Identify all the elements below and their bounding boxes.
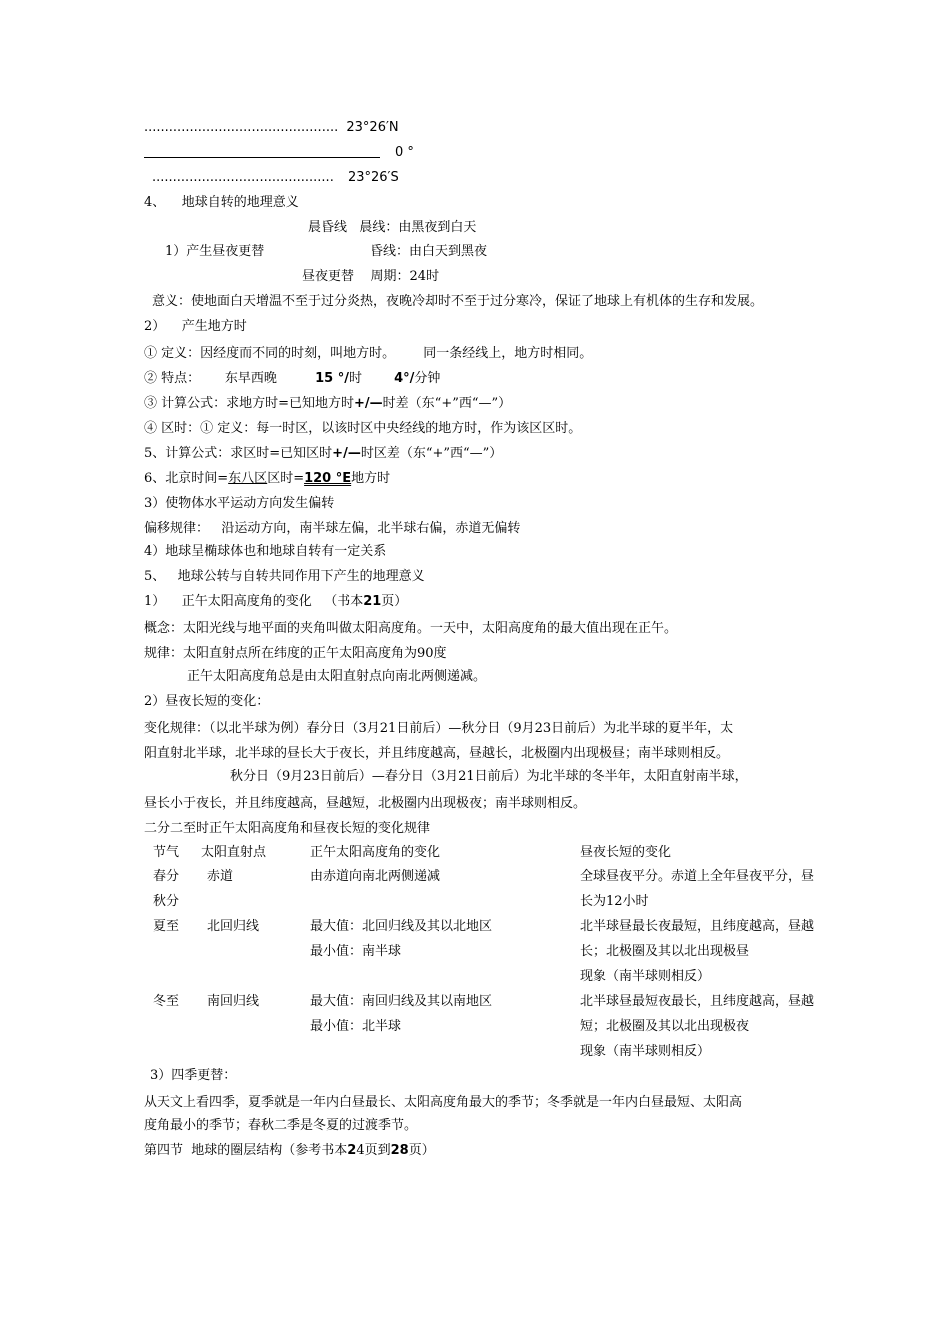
- terminator-line: 晨昏线 晨线：由黑夜到白天: [308, 220, 477, 235]
- table-header-angle: 正午太阳高度角的变化: [310, 845, 441, 860]
- local-time-formula: [144, 396, 511, 412]
- page-21: 21: [363, 594, 382, 609]
- length-winter-3: 现象（南半球则相反）: [580, 1044, 711, 1059]
- zone-formula-part-1: 5、计算公式：求区时=已知区时: [144, 446, 333, 461]
- equator-label: 0 °: [395, 145, 414, 160]
- point-tropic-cancer: 北回归线: [207, 919, 260, 934]
- tropic-north-dots: ...............................................: [144, 120, 339, 135]
- zone-time-equals: 区时=: [267, 471, 305, 486]
- local-time-definition-text: ① 定义：因经度而不同的时刻，叫地方时。: [144, 346, 396, 361]
- table-header-length: 昼夜长短的变化: [580, 845, 672, 860]
- beijing-time: [144, 471, 390, 487]
- rate-15-degree: 15 °/: [315, 371, 349, 386]
- change-rule-1: 变化规律：（以北半球为例）春分日（3月21日前后）—秋分日（9月23日前后）为北半球的夏半年，太: [144, 721, 734, 736]
- angle-summer-max: 最大值：北回归线及其以北地区: [310, 919, 493, 934]
- meridian-120e: 120 °E: [304, 471, 352, 486]
- angle-winter-max: 最大值：南回归线及其以南地区: [310, 994, 493, 1009]
- term-winter: 冬至: [153, 994, 180, 1009]
- section-5-title: 5、 地球公转与自转共同作用下产生的地理意义: [144, 569, 425, 584]
- length-winter-1: 北半球昼最短夜最长，且纬度越高，昼越: [580, 994, 815, 1009]
- day-length-heading: 2）昼夜长短的变化：: [144, 694, 270, 709]
- angle-winter-min: 最小值：北半球: [310, 1019, 402, 1034]
- length-summer-3: 现象（南半球则相反）: [580, 969, 711, 984]
- tropic-north-label: 23°26′N: [346, 120, 399, 135]
- tropic-south-line: [152, 170, 399, 186]
- page-suffix: 页）: [381, 594, 408, 609]
- zone-formula-operator: +/—: [332, 446, 361, 461]
- dusk-line: 昏线：由白天到黑夜: [370, 244, 488, 259]
- seasons-paragraph-2: 度角最小的季节；春秋二季是冬夏的过渡季节。: [144, 1118, 418, 1133]
- formula-part-2: 时差（东“+”西“—”）: [382, 396, 512, 411]
- concept-text: 概念：太阳光线与地平面的夹角叫做太阳高度角。一天中，太阳高度角的最大值出现在正午。: [144, 621, 678, 636]
- deflection-heading: 3）使物体水平运动方向发生偏转: [144, 496, 335, 511]
- table-title: 二分二至时正午太阳高度角和昼夜长短的变化规律: [144, 821, 431, 836]
- page-mid: 4页到: [356, 1143, 391, 1158]
- page-end: 页）: [408, 1143, 435, 1158]
- equator-line: [144, 157, 380, 158]
- term-summer: 夏至: [153, 919, 180, 934]
- seasons-heading: 3）四季更替：: [150, 1068, 237, 1083]
- deflection-rule: 偏移规律： 沿运动方向，南半球左偏，北半球右偏，赤道无偏转: [144, 521, 521, 536]
- feature-text: ② 特点： 东早西晚: [144, 371, 277, 386]
- law-line-2: 正午太阳高度角总是由太阳直射点向南北两侧递减。: [187, 669, 487, 684]
- change-rule-4: 昼长小于夜长，并且纬度越高，昼越短，北极圈内出现极夜；南半球则相反。: [144, 796, 587, 811]
- section-four-text: 第四节 地球的圈层结构（参考书本: [144, 1143, 348, 1158]
- local-time-feature: [144, 371, 440, 387]
- change-rule-2: 阳直射北半球，北半球的昼长大于夜长，并且纬度越高，昼越长，北极圈内出现极昼；南半球则相反。: [144, 746, 730, 761]
- noon-angle-heading: [144, 594, 407, 610]
- tropic-south-dots: ............................................: [152, 170, 334, 185]
- rate-per-hour: 时: [348, 371, 362, 386]
- local-time-word: 地方时: [351, 471, 391, 486]
- day-night-alternation: 1）产生昼夜更替: [165, 244, 265, 259]
- rate-per-minute: 分钟: [414, 371, 441, 386]
- formula-operator: +/—: [354, 396, 383, 411]
- meaning-text: 意义：使地面白天增温不至于过分炎热，夜晚冷却时不至于过分寒冷，保证了地球上有机体的生存和发展。: [152, 294, 764, 309]
- table-header-point: 太阳直射点: [201, 845, 267, 860]
- angle-summer-min: 最小值：南半球: [310, 944, 402, 959]
- local-time-heading: 2） 产生地方时: [144, 319, 247, 334]
- rate-4-degree: 4°/: [394, 371, 415, 386]
- ellipsoid-heading: 4）地球呈椭球体也和地球自转有一定关系: [144, 544, 387, 559]
- length-winter-2: 短；北极圈及其以北出现极夜: [580, 1019, 750, 1034]
- point-tropic-capricorn: 南回归线: [207, 994, 260, 1009]
- local-time-definition: [144, 346, 592, 362]
- length-summer-1: 北半球昼最长夜最短，且纬度越高，昼越: [580, 919, 815, 934]
- term-spring: 春分: [153, 869, 180, 884]
- page-2: 2: [347, 1143, 357, 1158]
- formula-part-1: ③ 计算公式：求地方时=已知地方时: [144, 396, 355, 411]
- page-28: 28: [390, 1143, 409, 1158]
- table-header-term: 节气: [153, 845, 180, 860]
- noon-angle-text: 1） 正午太阳高度角的变化 （书本: [144, 594, 364, 609]
- zone-time-formula: [144, 446, 502, 462]
- day-night-period: 昼夜更替 周期：24时: [302, 269, 440, 284]
- angle-equinox: 由赤道向南北两侧递减: [310, 869, 441, 884]
- zone-formula-part-2: 时区差（东“+”西“—”）: [360, 446, 503, 461]
- length-equinox-1: 全球昼夜平分。赤道上全年昼夜平分，昼: [580, 869, 815, 884]
- zone-time-definition: ④ 区时：① 定义：每一时区，以该时区中央经线的地方时，作为该区区时。: [144, 421, 582, 436]
- east-eight-zone: 东八区: [228, 471, 268, 486]
- point-equator: 赤道: [207, 869, 234, 884]
- seasons-paragraph-1: 从天文上看四季，夏季就是一年内白昼最长、太阳高度角最大的季节；冬季就是一年内白昼最短、太阳高: [144, 1095, 743, 1110]
- term-autumn: 秋分: [153, 894, 180, 909]
- section-four-heading: [144, 1143, 435, 1159]
- law-line-1: 规律：太阳直射点所在纬度的正午太阳高度角为90度: [144, 646, 447, 661]
- length-summer-2: 长；北极圈及其以北出现极昼: [580, 944, 750, 959]
- change-rule-3: 秋分日（9月23日前后）—春分日（3月21日前后）为北半球的冬半年，太阳直射南半球，: [230, 769, 748, 784]
- tropic-south-label: 23°26′S: [347, 170, 399, 185]
- tropic-north-line: [144, 120, 399, 136]
- section-4-title: 4、 地球自转的地理意义: [144, 195, 299, 210]
- beijing-time-label: 6、北京时间=: [144, 471, 229, 486]
- length-equinox-2: 长为12小时: [580, 894, 649, 909]
- local-time-same-meridian: 同一条经线上，地方时相同。: [423, 346, 593, 361]
